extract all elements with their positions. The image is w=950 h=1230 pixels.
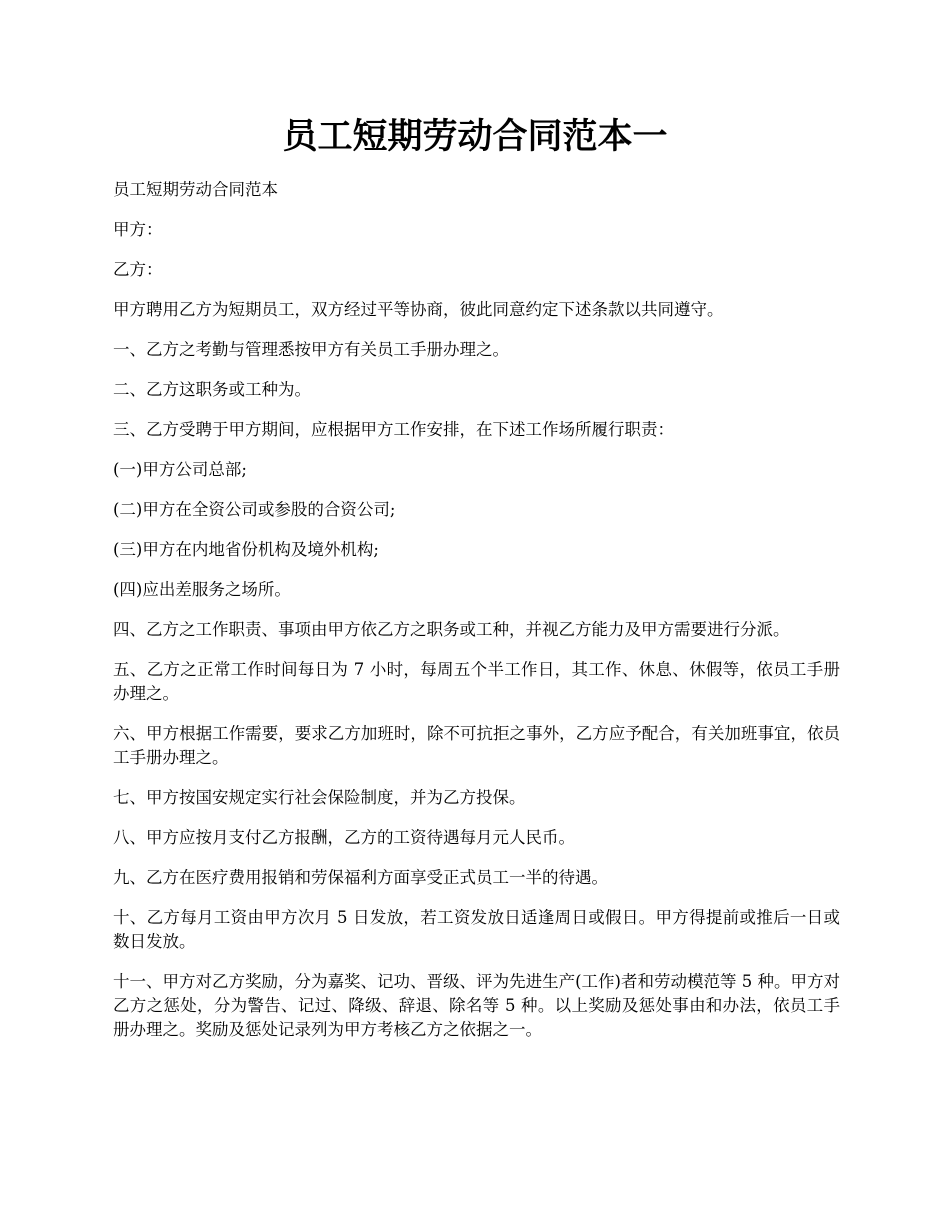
clause-10: 十、乙方每月工资由甲方次月 5 日发放，若工资发放日适逢周日或假日。甲方得提前或推后一日或数日发放。 — [113, 908, 840, 951]
paragraph-party-b: 乙方： — [113, 260, 163, 279]
clause-3-item-4: (四)应出差服务之场所。 — [113, 580, 291, 599]
clause-3: 三、乙方受聘于甲方期间，应根据甲方工作安排，在下述工作场所履行职责： — [113, 420, 674, 439]
clause-1: 一、乙方之考勤与管理悉按甲方有关员工手册办理之。 — [113, 340, 509, 359]
document-title: 员工短期劳动合同范本一 — [282, 116, 668, 157]
clause-6: 六、甲方根据工作需要，要求乙方加班时，除不可抗拒之事外，乙方应予配合，有关加班事宜，依员工手册办理之。 — [113, 724, 840, 767]
clause-3-item-3: (三)甲方在内地省份机构及境外机构; — [113, 540, 379, 559]
clause-7: 七、甲方按国安规定实行社会保险制度，并为乙方投保。 — [113, 788, 526, 807]
clause-3-item-2: (二)甲方在全资公司或参股的合资公司; — [113, 500, 396, 519]
clause-2: 二、乙方这职务或工种为。 — [113, 380, 311, 399]
paragraph-subtitle: 员工短期劳动合同范本 — [113, 180, 278, 199]
clause-11: 十一、甲方对乙方奖励，分为嘉奖、记功、晋级、评为先进生产(工作)者和劳动模范等 5 种。甲方对乙方之惩处，分为警告、记过、降级、辞退、除名等 5 种。以上奖励及惩处事由和办法，依员工手册办理之。奖励及惩处记录列为甲方考核乙方之依据之一。 — [113, 972, 840, 1039]
paragraph-preamble: 甲方聘用乙方为短期员工，双方经过平等协商，彼此同意约定下述条款以共同遵守。 — [113, 300, 724, 319]
clause-9: 九、乙方在医疗费用报销和劳保福利方面享受正式员工一半的待遇。 — [113, 868, 608, 887]
clause-5: 五、乙方之正常工作时间每日为 7 小时，每周五个半工作日，其工作、休息、休假等，依员工手册办理之。 — [113, 660, 840, 703]
clause-4: 四、乙方之工作职责、事项由甲方依乙方之职务或工种，并视乙方能力及甲方需要进行分派。 — [113, 620, 790, 639]
paragraph-party-a: 甲方： — [113, 220, 163, 239]
clause-3-item-1: (一)甲方公司总部; — [113, 460, 247, 479]
clause-8: 八、甲方应按月支付乙方报酬，乙方的工资待遇每月元人民币。 — [113, 828, 575, 847]
document-body — [113, 178, 840, 1058]
